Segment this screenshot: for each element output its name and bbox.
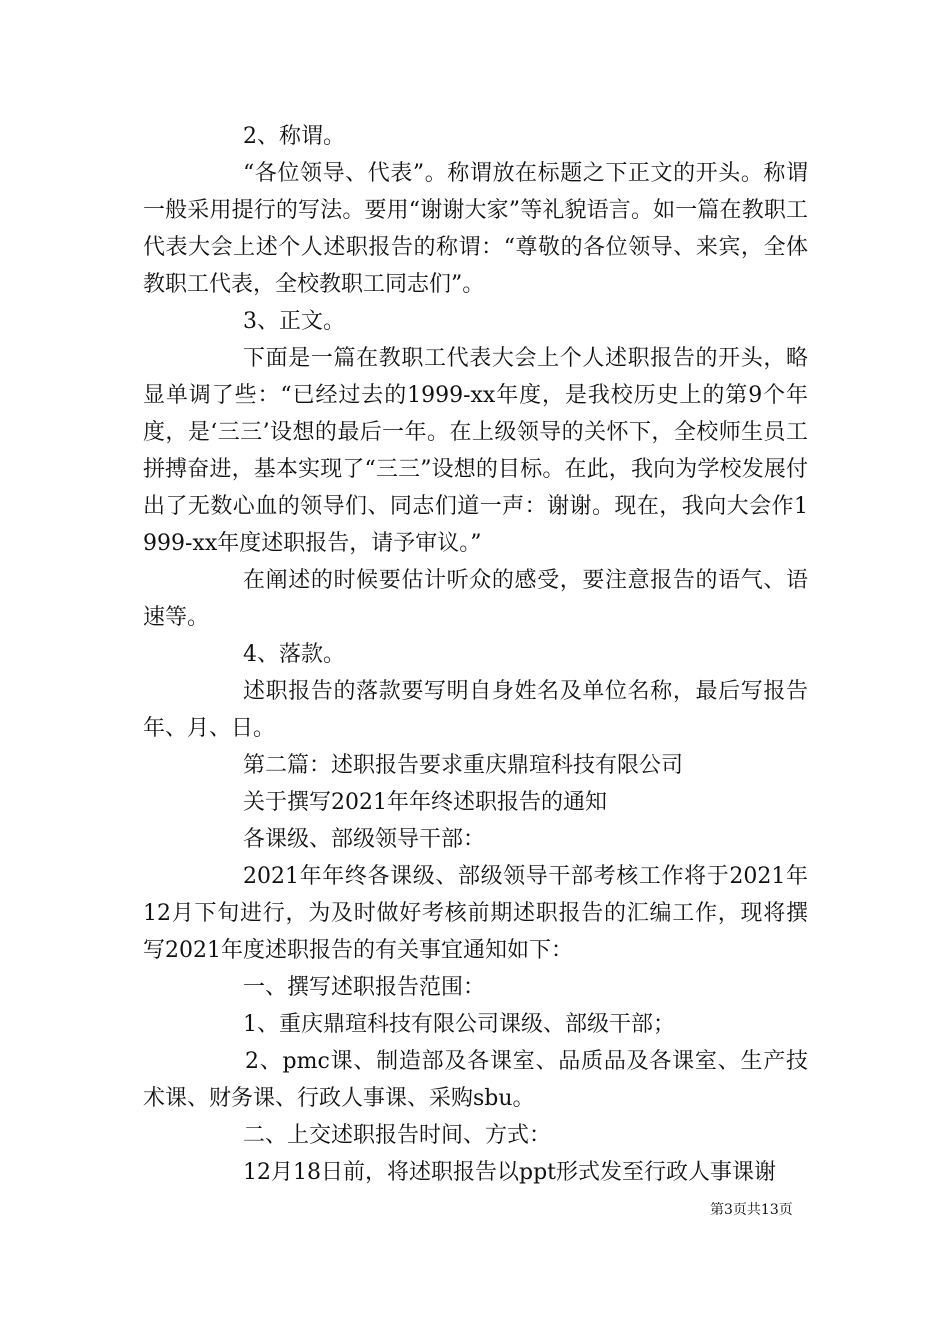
paragraph-addressee: 各课级、部级领导干部： <box>243 827 486 852</box>
paragraph-heading-submission: 二、上交述职报告时间、方式： <box>243 1123 552 1148</box>
paragraph-notice-intro: 2021年年终各课级、部级领导干部考核工作将于2021年12月下旬进行，为及时做好考核前期述职报告的汇编工作，现将撰写2021年度述职报告的有关事宜通知如下： <box>143 864 808 963</box>
paragraph-heading-signature: 4、落款。 <box>243 642 345 667</box>
document-body <box>143 118 808 1191</box>
paragraph-heading-scope: 一、撰写述职报告范围： <box>243 975 486 1000</box>
paragraph-section-title: 第二篇：述职报告要求重庆鼎瑄科技有限公司 <box>243 753 684 778</box>
paragraph-submission-body: 12月18日前，将述职报告以ppt形式发至行政人事课谢 <box>243 1160 776 1185</box>
paragraph-notice-title: 关于撰写2021年年终述职报告的通知 <box>243 790 607 815</box>
paragraph-heading-salutation: 2、称谓。 <box>243 124 345 149</box>
paragraph-body-note: 在阐述的时候要估计听众的感受，要注意报告的语气、语速等。 <box>143 568 808 630</box>
paragraph-heading-body: 3、正文。 <box>243 309 345 334</box>
paragraph-salutation-body: “各位领导、代表”。称谓放在标题之下正文的开头。称谓一般采用提行的写法。要用“谢谢大家”等礼貌语言。如一篇在教职工代表大会上述个人述职报告的称谓：“尊敬的各位领导、来宾，全体教职工代表，全校教职工同志们”。 <box>143 161 808 297</box>
paragraph-scope-item-2: 2、pmc课、制造部及各课室、品质品及各课室、生产技术课、财务课、行政人事课、采购sbu。 <box>143 1049 808 1111</box>
page-number-footer: 第3页共13页 <box>710 1202 793 1218</box>
paragraph-body-example: 下面是一篇在教职工代表大会上个人述职报告的开头，略显单调了些：“已经过去的1999-xx年度，是我校历史上的第9个年度，是‘三三’设想的最后一年。在上级领导的关怀下，全校师生员工拼搏奋进，基本实现了“三三”设想的目标。在此，我向为学校发展付出了无数心血的领导们、同志们道一声：谢谢。现在，我向大会作1999-xx年度述职报告，请予审议。” <box>143 346 808 556</box>
paragraph-signature-body: 述职报告的落款要写明自身姓名及单位名称，最后写报告年、月、日。 <box>143 679 808 741</box>
paragraph-scope-item-1: 1、重庆鼎瑄科技有限公司课级、部级干部； <box>243 1012 675 1037</box>
